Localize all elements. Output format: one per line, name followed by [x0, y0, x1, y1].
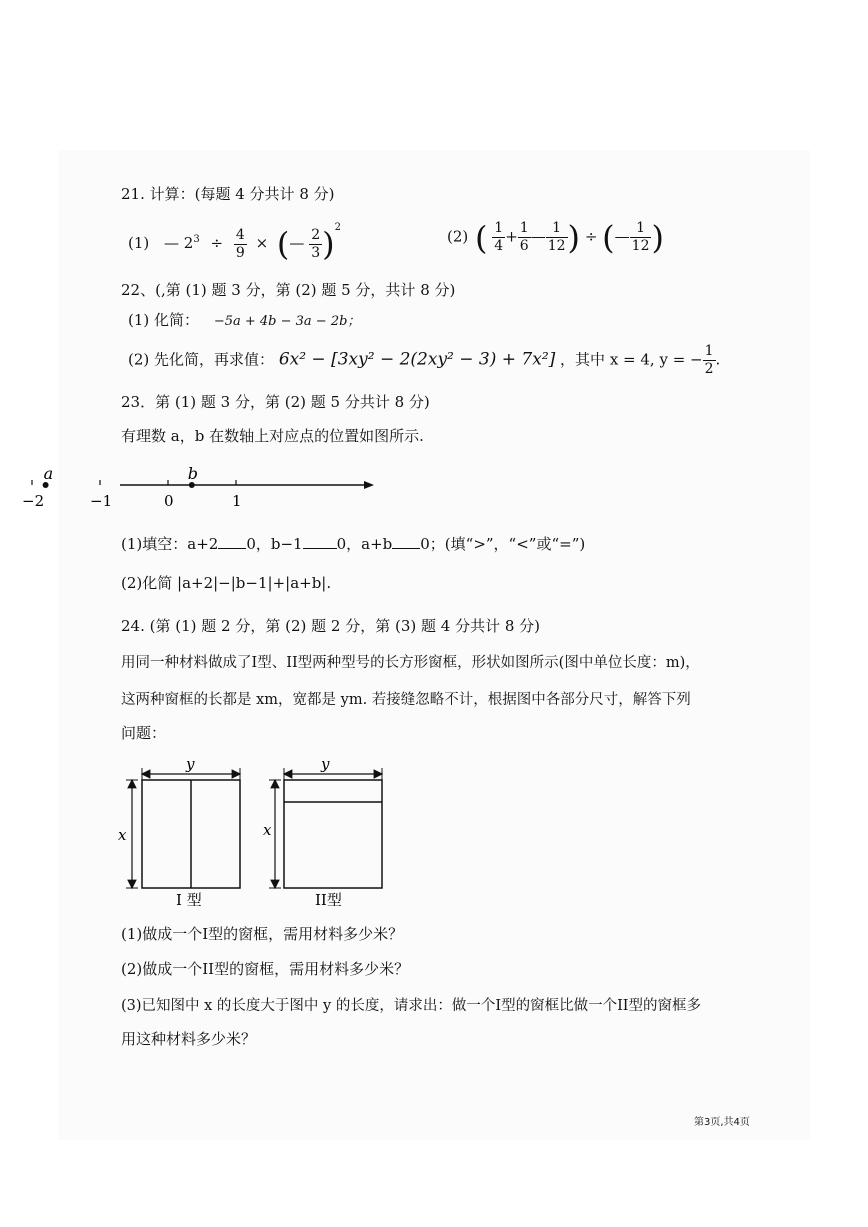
blank-1[interactable] — [218, 536, 246, 549]
q21-p1-exp: 3 — [193, 234, 200, 245]
q21-part2: (2) ( $\frac{1}{4}$ + $\frac{1}{6}$ — $\frac{1}{12}$ ) ÷ (— $\frac{1}{12}$ ) — [447, 218, 664, 257]
q21-p1-div: ÷ — [210, 234, 224, 252]
q24-part3-line2: 用这种材料多少米？ — [121, 1030, 257, 1048]
q21-p2-minus: — — [530, 227, 546, 246]
q22-part2 — [128, 343, 720, 378]
q22-p2-label: (2) 先化简，再求值： — [128, 350, 275, 369]
q23-p1-c: 0，a+b — [336, 535, 393, 553]
q23-p1-d: 0；(填“>”，“<”或“=”) — [420, 535, 586, 553]
dim-x-label: x — [118, 826, 127, 844]
frame-outer — [284, 780, 382, 888]
q23-p1-b: 0，b−1 — [246, 535, 303, 553]
q21-p1-square: 2 — [334, 222, 341, 233]
number-line — [22, 460, 382, 514]
q21-p1-frac: $\frac{4}{9}$ — [235, 226, 245, 261]
blank-3[interactable] — [392, 536, 420, 549]
q23-p1-a: (1)填空：a+2 — [121, 535, 219, 553]
q24-title: 24. (第 (1) 题 2 分，第 (2) 题 2 分，第 (3) 题 4 分共计 8 分) — [121, 617, 540, 635]
page-number: 第3页,共4页 — [694, 1117, 750, 1128]
dim-x-label: x — [263, 821, 272, 839]
q21-p1-neg: — — [289, 234, 305, 252]
q22-part1 — [128, 309, 360, 330]
fig1-caption: I 型 — [176, 891, 202, 909]
q21-p2-neg: — — [614, 227, 630, 246]
q22-p1-expr: −5a + 4b − 3a − 2b； — [213, 314, 361, 329]
q21-p2-frac1: $\frac{1}{4}$ — [494, 220, 504, 254]
tick-label: −1 — [90, 492, 113, 510]
q23-part2: (2)化简 |a+2|−|b−1|+|a+b|. — [121, 574, 332, 592]
q21-p2-frac2: $\frac{1}{6}$ — [519, 220, 529, 254]
q22-p2-end: . — [715, 350, 721, 369]
q21-p2-frac3: $\frac{1}{12}$ — [547, 220, 566, 254]
window-frame-type-1 — [112, 752, 252, 912]
q22-p2-cond: ，其中 x = 4, y = − — [560, 350, 703, 369]
q23-intro: 有理数 a，b 在数轴上对应点的位置如图所示. — [121, 427, 424, 445]
q22-p2-frac: $\frac{1}{2}$ — [704, 343, 714, 377]
q24-intro-3: 问题： — [121, 724, 167, 742]
q24-part3-line1: (3)已知图中 x 的长度大于图中 y 的长度，请求出：做一个I型的窗框比做一个II型的窗框多 — [121, 998, 702, 1014]
q22-p1-label: (1) 化简： — [128, 311, 200, 329]
point-a-label: a — [43, 464, 54, 483]
q21-title: 21. 计算：(每题 4 分共计 8 分) — [121, 185, 335, 203]
q21-p2-div: ÷ — [584, 227, 598, 246]
blank-2[interactable] — [303, 536, 337, 549]
point-b-label: b — [187, 464, 199, 483]
q24-part1: (1)做成一个I型的窗框，需用材料多少米？ — [121, 925, 404, 943]
fig2-caption: II型 — [315, 891, 342, 909]
q24-part2: (2)做成一个II型的窗框，需用材料多少米？ — [121, 960, 410, 978]
q23-part1 — [121, 533, 585, 554]
q21-p1-label: (1) — [128, 234, 150, 252]
number-line-arrow — [364, 481, 374, 489]
q21-p2-plus: + — [505, 227, 518, 246]
q22-p2-expr: 6x² − [3xy² − 2(2xy² − 3) + 7x²] — [278, 349, 556, 370]
dim-y-label: y — [321, 755, 330, 773]
dim-y-label: y — [186, 755, 195, 773]
q21-part1: (1) — $2^3$ ÷ $\frac{4}{9}$ × (— $\frac{2}{3}$ )$^2$ — [128, 222, 341, 263]
q21-p1-before: — 2 — [164, 234, 194, 252]
tick-label: 0 — [164, 492, 174, 510]
q23-title: 23．第 (1) 题 3 分，第 (2) 题 5 分共计 8 分) — [121, 393, 430, 411]
window-frame-type-2 — [257, 752, 397, 912]
q21-p2-label: (2) — [447, 227, 469, 246]
q24-intro-2: 这两种窗框的长都是 xm，宽都是 ym. 若接缝忽略不计，根据图中各部分尺寸，解答下列 — [121, 692, 691, 708]
q24-intro-1: 用同一种材料做成了I型、II型两种型号的长方形窗框，形状如图所示(图中单位长度：m)， — [121, 655, 700, 671]
q21-p1-frac2: $\frac{2}{3}$ — [311, 226, 321, 261]
tick-label: 1 — [232, 492, 242, 510]
q22-title: 22、(,第 (1) 题 3 分，第 (2) 题 5 分，共计 8 分) — [121, 281, 456, 299]
q21-p2-frac4: $\frac{1}{12}$ — [631, 220, 650, 254]
q21-p1-times: × — [255, 234, 269, 252]
tick-label: −2 — [22, 492, 45, 510]
